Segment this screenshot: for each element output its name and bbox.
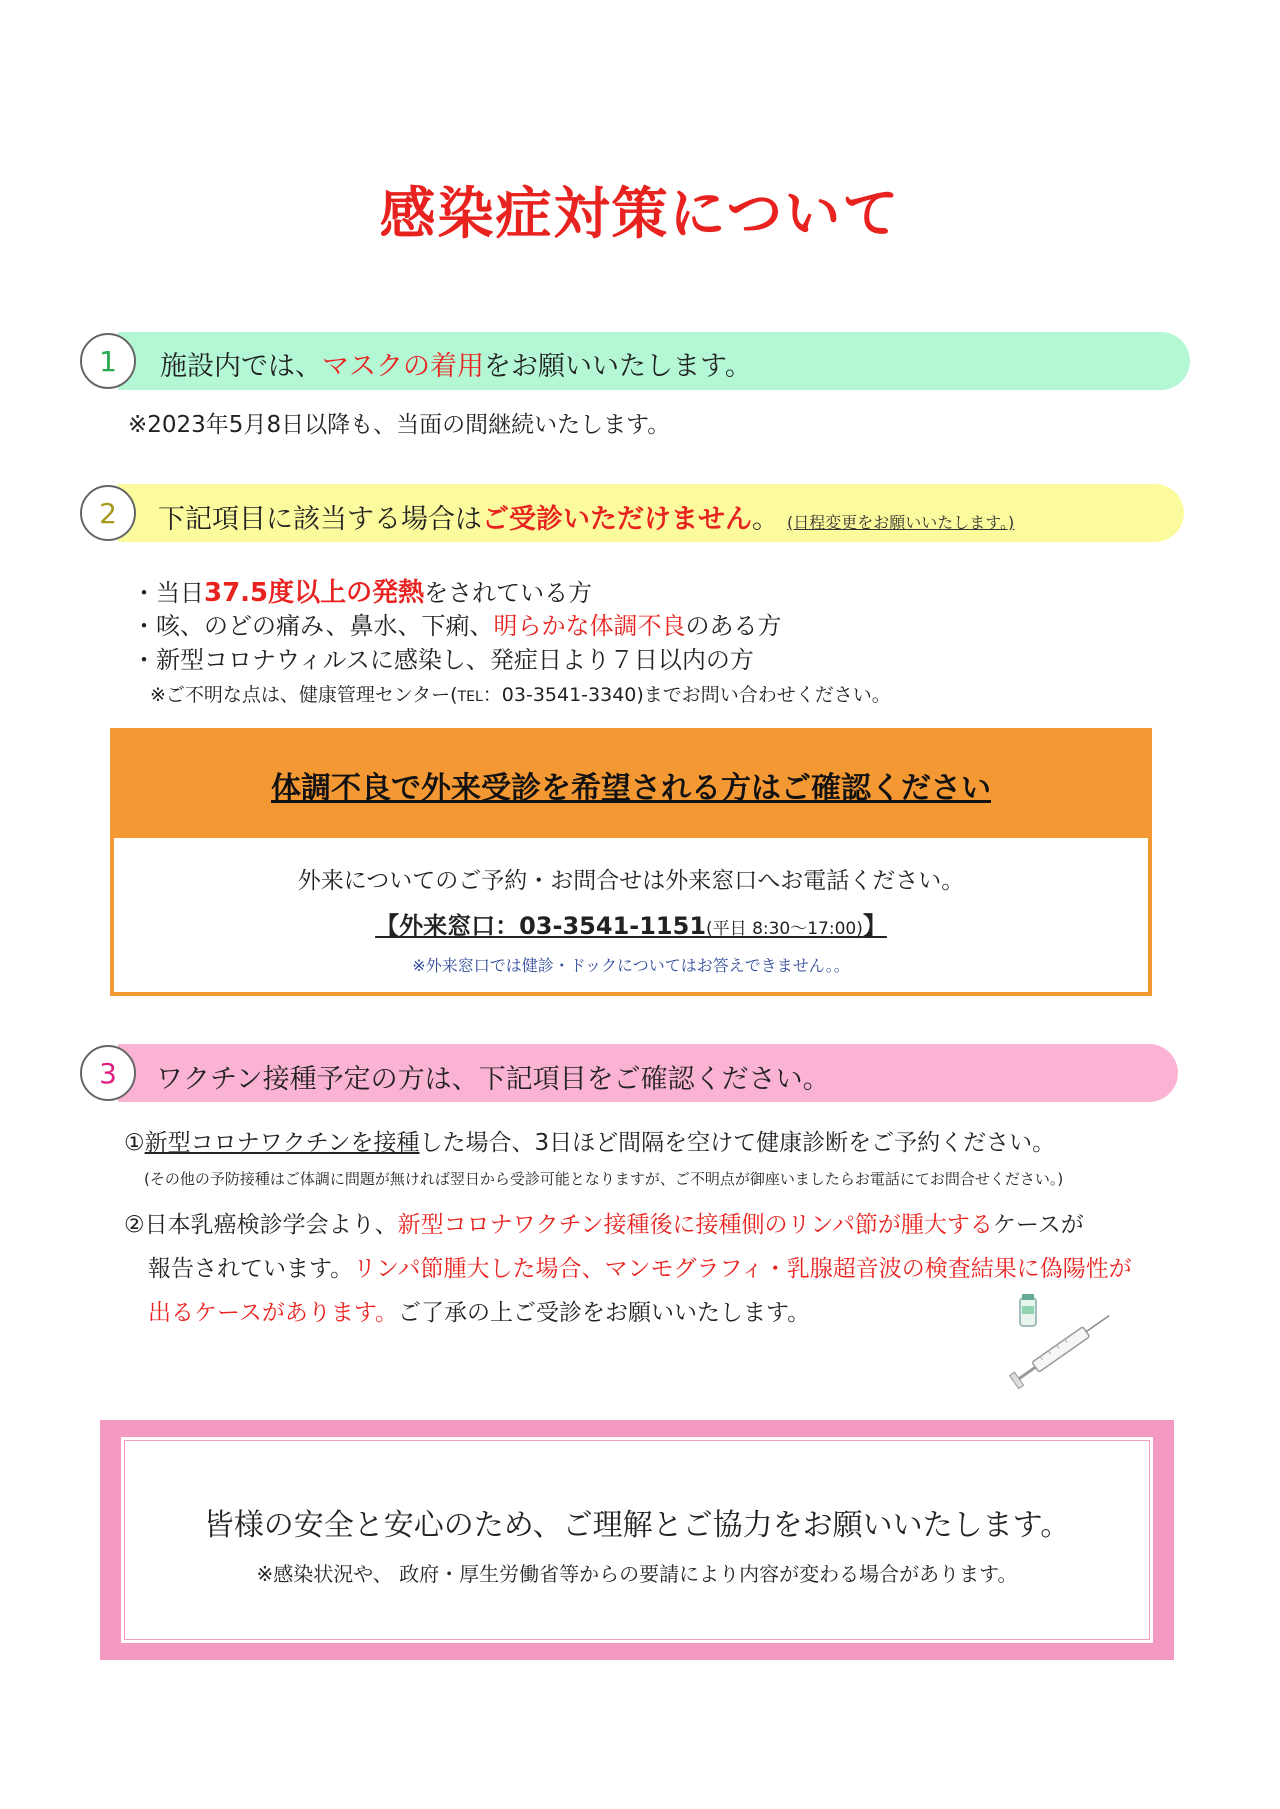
section-3-number: 3	[80, 1045, 136, 1101]
s2-b1-emphasis: 37.5度以上の発熱	[204, 578, 425, 608]
outpatient-phone-bracket: 】	[862, 912, 887, 940]
s3-i2-l2-emphasis: リンパ節腫大した場合、マンモグラフィ・乳腺超音波の検査結果に偽陽性が	[353, 1256, 1132, 1282]
s2-tel-label: TEL	[457, 689, 483, 705]
section-2-number: 2	[80, 485, 136, 541]
s3-item-2-line-3	[148, 1294, 810, 1327]
outpatient-note: ※外来窓口では健診・ドックについてはお答えできません。。	[412, 956, 850, 975]
outpatient-box-heading: 体調不良で外来受診を希望される方はご確認ください	[271, 771, 991, 806]
syringe-and-vial-icon	[1000, 1290, 1130, 1390]
s2-bullet-1	[132, 572, 592, 609]
s2-b2-pre: ・咳、のどの痛み、鼻水、下痢、	[132, 612, 494, 640]
s3-i1-post: した場合、3日ほど間隔を空けて健康診断をご予約ください。	[419, 1130, 1056, 1156]
s3-i2-l3-emphasis: 出るケースがあります。	[148, 1300, 399, 1326]
s2-b2-emphasis: 明らかな体調不良	[493, 612, 686, 640]
s2-contact-note	[150, 680, 891, 707]
s3-i1-pre: ①	[124, 1130, 145, 1156]
outpatient-phone-number: 【外来窓口：03-3541-1151	[375, 912, 707, 940]
section-1-number: 1	[80, 333, 136, 389]
s2-note-pre: ※ご不明な点は、健康管理センター(	[150, 684, 458, 706]
outpatient-phone	[0, 906, 1262, 941]
s1-heading-pre: 施設内では、	[160, 351, 322, 382]
s3-item-1-note: (その他の予防接種はご体調に問題が無ければ翌日から受診可能となりますが、ご不明点が御座いましたらお電話にてお問合せください。)	[144, 1170, 1064, 1188]
s3-item-2-line-1	[124, 1206, 1084, 1239]
section-1-note: ※2023年5月8日以降も、当面の間継続いたします。	[128, 412, 671, 438]
outpatient-instructions: 外来についてのご予約・お問合せは外来窓口へお電話ください。	[297, 868, 965, 894]
s2-b1-pre: ・当日	[132, 579, 204, 607]
s3-item-2-line-2	[148, 1250, 1132, 1283]
s3-i2-emphasis: 新型コロナワクチン接種後に接種側のリンパ節が腫大する	[397, 1212, 993, 1238]
closing-note: ※感染状況や、 政府・厚生労働省等からの要請により内容が変わる場合があります。	[256, 1562, 1018, 1586]
s1-heading-emphasis: マスクの着用	[322, 351, 484, 382]
s3-i2-l2-pre: 報告されています。	[148, 1256, 354, 1282]
s3-i2-l3-post: ご了承の上ご受診をお願いいたします。	[398, 1300, 811, 1326]
page-title: 感染症対策について	[379, 182, 901, 247]
s2-b1-post: をされている方	[424, 579, 593, 607]
section-3-heading: ワクチン接種予定の方は、下記項目をご確認ください。	[156, 1064, 830, 1095]
s3-i2-post: ケースが	[992, 1212, 1084, 1238]
outpatient-box-header	[114, 732, 1148, 838]
closing-message: 皆様の安全と安心のため、ご理解とご協力をお願いいたします。	[203, 1508, 1071, 1543]
s2-heading-emphasis: ご受診いただけません	[482, 504, 752, 535]
s3-item-1	[124, 1124, 1055, 1157]
outpatient-phone-hours: (平日 8:30～17:00)	[706, 919, 863, 939]
section-1-heading	[160, 344, 752, 383]
s3-i1-underlined: 新型コロナワクチンを接種	[144, 1130, 420, 1156]
s1-heading-post: をお願いいたします。	[484, 351, 752, 382]
s2-heading-post: 。	[752, 504, 779, 535]
s2-b2-post: のある方	[685, 612, 782, 640]
s3-i2-pre: ②日本乳癌検診学会より、	[124, 1212, 398, 1238]
s2-heading-small-note: (日程変更をお願いいたします。)	[787, 513, 1015, 532]
s2-note-post: ：03-3541-3340)までお問い合わせください。	[482, 684, 891, 706]
s2-heading-pre: 下記項目に該当する場合は	[158, 504, 482, 535]
outpatient-phone-line	[375, 912, 887, 940]
s2-bullet-2	[132, 606, 781, 641]
section-2-heading	[158, 497, 1014, 536]
s2-bullet-3: ・新型コロナウィルスに感染し、発症日より７日以内の方	[132, 646, 754, 674]
